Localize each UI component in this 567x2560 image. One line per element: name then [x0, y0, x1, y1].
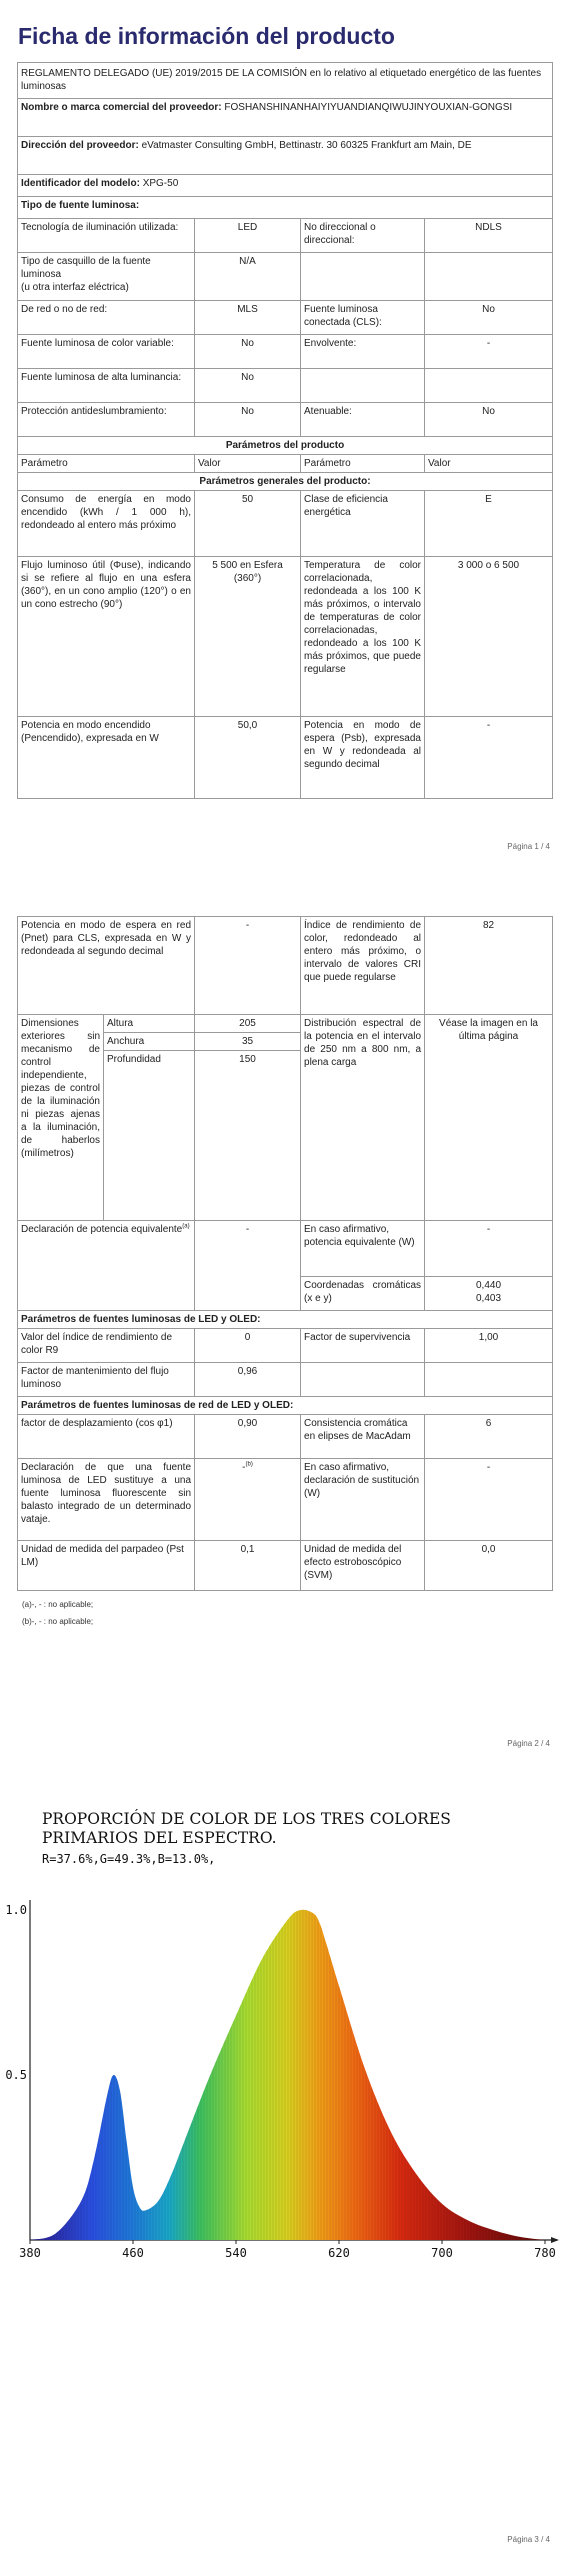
- equivalent-power-value: -: [195, 1221, 301, 1311]
- cri-label: Índice de rendimiento de color, redondeado al entero más próximo, o intervalo de valores CRI que puede regularse: [301, 917, 425, 1015]
- general-value: 5 500 en Esfera (360°): [195, 557, 301, 717]
- page-number: Página 1 / 4: [507, 842, 550, 851]
- type-value: [425, 369, 553, 403]
- spectral-label: Distribución espectral de la potencia en el intervalo de 250 nm a 800 nm, a plena carga: [301, 1015, 425, 1221]
- general-params-header: Parámetros generales del producto:: [18, 473, 553, 491]
- type-label: Fuente luminosa de alta luminancia:: [18, 369, 195, 403]
- standby-net-label: Potencia en modo de espera en red (Pnet) para CLS, expresada en W y redondeada al segundo decimal: [18, 917, 195, 1015]
- type-label: Tipo de casquillo de la fuente luminosa (u otra interfaz eléctrica): [18, 253, 195, 301]
- stroboscopic-value: 0,0: [425, 1541, 553, 1591]
- x-tick-label: 700: [431, 2246, 453, 2260]
- type-value: N/A: [195, 253, 301, 301]
- equivalent-yes-value: -: [425, 1221, 553, 1277]
- macadam-value: 6: [425, 1415, 553, 1459]
- general-value: E: [425, 491, 553, 557]
- x-tick-label: 540: [225, 2246, 247, 2260]
- fluorescent-yes-label: En caso afirmativo, declaración de sustitución (W): [301, 1459, 425, 1541]
- x-tick-label: 780: [534, 2246, 556, 2260]
- mains-led-params-header: Parámetros de fuentes luminosas de red de LED y OLED:: [18, 1397, 553, 1415]
- r9-value: 0: [195, 1329, 301, 1363]
- survival-label: Factor de supervivencia: [301, 1329, 425, 1363]
- general-label: Potencia en modo de espera (Psb), expresada en W y redondeada al segundo decimal: [301, 717, 425, 799]
- supplier-address-label: Dirección del proveedor:: [21, 140, 139, 151]
- displacement-label: factor de desplazamiento (cos φ1): [18, 1415, 195, 1459]
- spectrum-ratio: R=37.6%,G=49.3%,B=13.0%,: [42, 1852, 216, 1866]
- supplier-name-label: Nombre o marca comercial del proveedor:: [21, 102, 222, 113]
- x-tick-label: 460: [122, 2246, 144, 2260]
- model-row: [18, 175, 553, 197]
- x-tick-label: 380: [19, 2246, 41, 2260]
- type-value: No: [195, 369, 301, 403]
- macadam-label: Consistencia cromática en elipses de MacAdam: [301, 1415, 425, 1459]
- chromaticity-label: Coordenadas cromáticas (x e y): [301, 1277, 425, 1311]
- dimension-name: Altura: [104, 1015, 195, 1033]
- general-value: 3 000 o 6 500: [425, 557, 553, 717]
- y-tick-label: 1.0: [5, 1903, 27, 1917]
- empty-cell: [301, 1363, 425, 1397]
- supplier-name-value: FOSHANSHINANHAIYIYUANDIANQIWUJINYOUXIAN-GONGSI: [224, 102, 513, 113]
- fluorescent-replacement-label: Declaración de que una fuente luminosa de LED sustituye a una fuente luminosa fluorescente sin balasto integrado de un determinado vataje.: [18, 1459, 195, 1541]
- regulation-text: REGLAMENTO DELEGADO (UE) 2019/2015 DE LA COMISIÓN en lo relativo al etiquetado energético de las fuentes luminosas: [18, 63, 553, 99]
- flicker-label: Unidad de medida del parpadeo (Pst LM): [18, 1541, 195, 1591]
- type-label: Fuente luminosa de color variable:: [18, 335, 195, 369]
- type-value: NDLS: [425, 219, 553, 253]
- flicker-value: 0,1: [195, 1541, 301, 1591]
- supplier-address-value: eVatmaster Consulting GmbH, Bettinastr. 30 60325 Frankfurt am Main, DE: [141, 140, 472, 151]
- footnote-marker: (a): [182, 1223, 190, 1230]
- type-value: -: [425, 335, 553, 369]
- type-value: No: [195, 335, 301, 369]
- footnote-a: (a)-, - : no aplicable;: [22, 1600, 94, 1609]
- page-number: Página 2 / 4: [507, 1739, 550, 1748]
- type-value: No: [425, 403, 553, 437]
- type-label: Envolvente:: [301, 335, 425, 369]
- spectrum-title-line: PROPORCIÓN DE COLOR DE LOS TRES COLORES: [42, 1810, 451, 1828]
- type-label: De red o no de red:: [18, 301, 195, 335]
- supplier-address-row: [18, 137, 553, 175]
- dimension-name: Profundidad: [104, 1051, 195, 1221]
- chromaticity-value: [425, 1277, 553, 1311]
- r9-label: Valor del índice de rendimiento de color R9: [18, 1329, 195, 1363]
- page-title: Ficha de información del producto: [18, 23, 395, 49]
- fluorescent-replacement-value: [195, 1459, 301, 1541]
- dimension-name: Anchura: [104, 1033, 195, 1051]
- chromaticity-y: 0,403: [476, 1293, 502, 1304]
- type-label: [301, 253, 425, 301]
- product-info-table: [17, 62, 553, 799]
- x-tick-label: 620: [328, 2246, 350, 2260]
- general-value: 50,0: [195, 717, 301, 799]
- type-value: LED: [195, 219, 301, 253]
- type-value: No: [195, 403, 301, 437]
- spectrum-chart: [0, 1790, 567, 2290]
- equivalent-yes-label: En caso afirmativo, potencia equivalente (W): [301, 1221, 425, 1277]
- column-header: Parámetro: [18, 455, 195, 473]
- general-value: 50: [195, 491, 301, 557]
- type-label: Tecnología de iluminación utilizada:: [18, 219, 195, 253]
- type-label: Protección antideslumbramiento:: [18, 403, 195, 437]
- column-header: Parámetro: [301, 455, 425, 473]
- fluorescent-yes-value: -: [425, 1459, 553, 1541]
- supplier-name-row: [18, 99, 553, 137]
- dimension-value: 150: [195, 1051, 301, 1221]
- x-tick-labels: [19, 2240, 556, 2260]
- footnote-b: (b)-, - : no aplicable;: [22, 1617, 94, 1626]
- product-params-header: Parámetros del producto: [18, 437, 553, 455]
- spectral-value: Véase la imagen en la última página: [425, 1015, 553, 1221]
- y-tick-labels: [5, 1903, 27, 2082]
- general-label: Consumo de energía en modo encendido (kWh / 1 000 h), redondeado al entero más próximo: [18, 491, 195, 557]
- type-value: No: [425, 301, 553, 335]
- chart-series: [30, 1900, 545, 2240]
- type-label: Atenuable:: [301, 403, 425, 437]
- survival-value: 1,00: [425, 1329, 553, 1363]
- model-label: Identificador del modelo:: [21, 178, 140, 189]
- type-value: [425, 253, 553, 301]
- general-label: Temperatura de color correlacionada, redondeada a los 100 K más próximos, o intervalo de temperaturas de color correlacionadas, redondeado a los 100 K más próximos, que puede regularse: [301, 557, 425, 717]
- product-info-table-continued: [17, 916, 553, 1591]
- column-header: Valor: [195, 455, 301, 473]
- dimension-value: 35: [195, 1033, 301, 1051]
- general-label: Potencia en modo encendido (Pencendido), expresada en W: [18, 717, 195, 799]
- standby-net-value: -: [195, 917, 301, 1015]
- type-label: [301, 369, 425, 403]
- dimension-value: 205: [195, 1015, 301, 1033]
- x-axis-arrow: [551, 2237, 559, 2243]
- source-type-header: Tipo de fuente luminosa:: [18, 197, 553, 219]
- led-params-header: Parámetros de fuentes luminosas de LED y OLED:: [18, 1311, 553, 1329]
- cri-value: 82: [425, 917, 553, 1015]
- equivalent-power-label: [18, 1221, 195, 1311]
- type-value: MLS: [195, 301, 301, 335]
- displacement-value: 0,90: [195, 1415, 301, 1459]
- chromaticity-x: 0,440: [476, 1280, 502, 1291]
- type-label: No direccional o direccional:: [301, 219, 425, 253]
- column-header: Valor: [425, 455, 553, 473]
- maintenance-value: 0,96: [195, 1363, 301, 1397]
- general-label: Flujo luminoso útil (Φuse), indicando si se refiere al flujo en una esfera (360°), en un cono amplio (120°) o en un cono estrecho (90°): [18, 557, 195, 717]
- page-number: Página 3 / 4: [507, 2535, 550, 2544]
- stroboscopic-label: Unidad de medida del efecto estroboscópico (SVM): [301, 1541, 425, 1591]
- equivalent-power-text: Declaración de potencia equivalente: [21, 1224, 183, 1235]
- type-label: Fuente luminosa conectada (CLS):: [301, 301, 425, 335]
- model-value: XPG-50: [142, 178, 179, 189]
- spectrum-title-line: PRIMARIOS DEL ESPECTRO.: [42, 1828, 277, 1847]
- maintenance-label: Factor de mantenimiento del flujo luminoso: [18, 1363, 195, 1397]
- footnote-marker: (b): [245, 1461, 253, 1468]
- empty-cell: [425, 1363, 553, 1397]
- general-label: Clase de eficiencia energética: [301, 491, 425, 557]
- fluorescent-replacement-text: -: [242, 1462, 246, 1473]
- y-tick-label: 0.5: [5, 2068, 27, 2082]
- general-value: -: [425, 717, 553, 799]
- dimensions-label: Dimensiones exteriores sin mecanismo de control independiente, piezas de control de la iluminación ni piezas ajenas a la iluminación, de haberlos (milímetros): [18, 1015, 104, 1221]
